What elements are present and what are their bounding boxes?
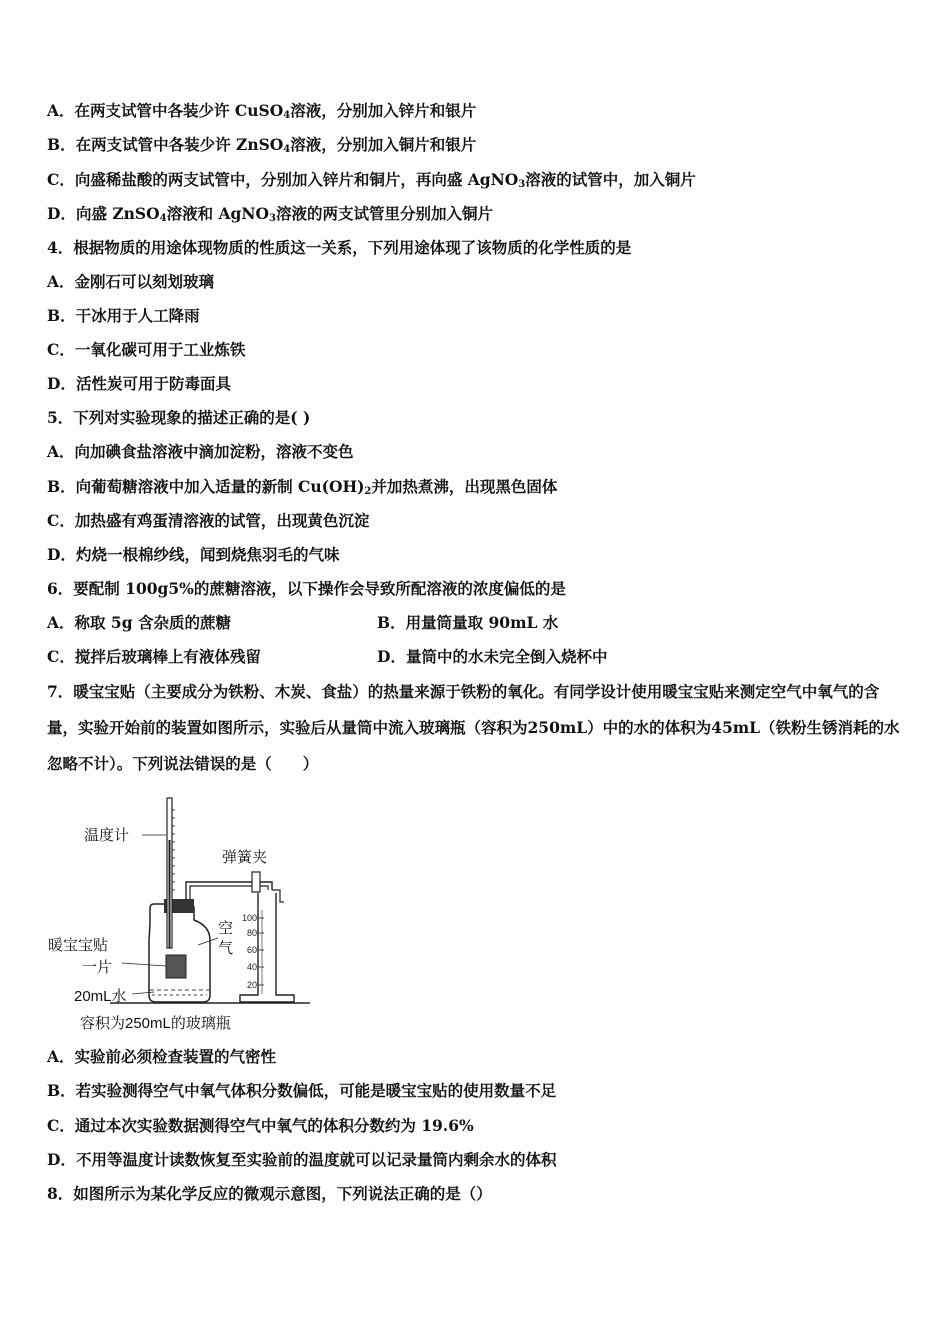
- q5-option-c: C．加热盛有鸡蛋清溶液的试管，出现黄色沉淀: [47, 511, 370, 530]
- q5-option-d: D．灼烧一根棉纱线，闻到烧焦羽毛的气味: [47, 545, 340, 564]
- q7-option-a: A．实验前必须检查装置的气密性: [47, 1047, 277, 1066]
- q7-option-c: C．通过本次实验数据测得空气中氧气的体积分数约为 19.6%: [47, 1116, 474, 1135]
- q6-option-d: D．量筒中的水未完全倒入烧杯中: [377, 647, 608, 666]
- q4-stem: 4．根据物质的用途体现物质的性质这一关系，下列用途体现了该物质的化学性质的是: [47, 238, 632, 257]
- q3-option-d: D．向盛 ZnSO$_4$溶液和 AgNO$_3$溶液的两支试管里分别加入铜片: [47, 204, 494, 224]
- q4-option-d: D．活性炭可用于防毒面具: [47, 374, 231, 393]
- label-patch-1: 暖宝宝贴: [48, 937, 109, 954]
- label-clamp: 弹簧夹: [222, 849, 268, 866]
- glass-bottle: [149, 904, 210, 1002]
- warm-patch: [166, 955, 186, 978]
- q3-option-b: B．在两支试管中各装少许 ZnSO$_4$溶液，分别加入铜片和银片: [47, 135, 477, 155]
- tick-label-40: 40: [246, 962, 257, 972]
- tick-label-100: 100: [241, 913, 257, 923]
- q7-stem: 7．暖宝宝贴（主要成分为铁粉、木炭、食盐）的热量来源于铁粉的氧化。有同学设计使用暖宝宝贴来测定空气中氧气的含量，实验开始前的装置如图所示，实验后从量筒中流入玻璃瓶（容积为250mL）中的水的体积为45mL（铁粉生锈消耗的水忽略不计）。下列说法错误的是（ ）: [47, 682, 900, 773]
- q5-option-a: A．向加碘食盐溶液中滴加淀粉，溶液不变色: [47, 442, 354, 461]
- q4-option-b: B．干冰用于人工降雨: [47, 306, 200, 325]
- q4-option-c: C．一氧化碳可用于工业炼铁: [47, 340, 246, 359]
- label-thermometer: 温度计: [84, 827, 130, 844]
- tick-label-80: 80: [246, 928, 257, 938]
- q3-option-a: A．在两支试管中各装少许 CuSO$_4$溶液，分别加入锌片和银片: [47, 101, 477, 121]
- q4-option-a: A．金刚石可以刻划玻璃: [47, 272, 215, 291]
- q5-option-b: B．向葡萄糖溶液中加入适量的新制 $Cu(OH)_2$并加热煮沸，出现黑色固体: [47, 477, 558, 497]
- q6-stem: 6．要配制 100g5%的蔗糖溶液，以下操作会导致所配溶液的浓度偏低的是: [47, 579, 566, 598]
- q7-option-b: B．若实验测得空气中氧气体积分数偏低，可能是暖宝宝贴的使用数量不足: [47, 1081, 557, 1100]
- q3-option-c: C．向盛稀盐酸的两支试管中，分别加入锌片和铜片，再向盛 AgNO$_3$溶液的试管中，加入铜片: [47, 170, 696, 190]
- q8-stem: 8．如图所示为某化学反应的微观示意图，下列说法正确的是（）: [47, 1184, 492, 1203]
- q6-option-b: B．用量筒量取 90mL 水: [377, 613, 559, 632]
- apparatus-figure: [40, 790, 320, 1035]
- label-patch-2: 一片: [82, 959, 113, 976]
- label-water: 20mL水: [74, 988, 127, 1005]
- q6-option-a: A．称取 5g 含杂质的蔗糖: [47, 613, 231, 632]
- q6-option-c: C．搅拌后玻璃棒上有液体残留: [47, 647, 261, 666]
- spring-clamp: [252, 872, 260, 892]
- label-air-2: 气: [218, 940, 234, 957]
- label-air-1: 空: [218, 920, 234, 937]
- label-bottle: 容积为250mL的玻璃瓶: [80, 1015, 231, 1032]
- tick-label-60: 60: [246, 945, 257, 955]
- tick-label-20: 20: [246, 980, 257, 990]
- q5-stem: 5．下列对实验现象的描述正确的是( ): [47, 408, 311, 427]
- q7-option-d: D．不用等温度计读数恢复至实验前的温度就可以记录量筒内剩余水的体积: [47, 1150, 557, 1169]
